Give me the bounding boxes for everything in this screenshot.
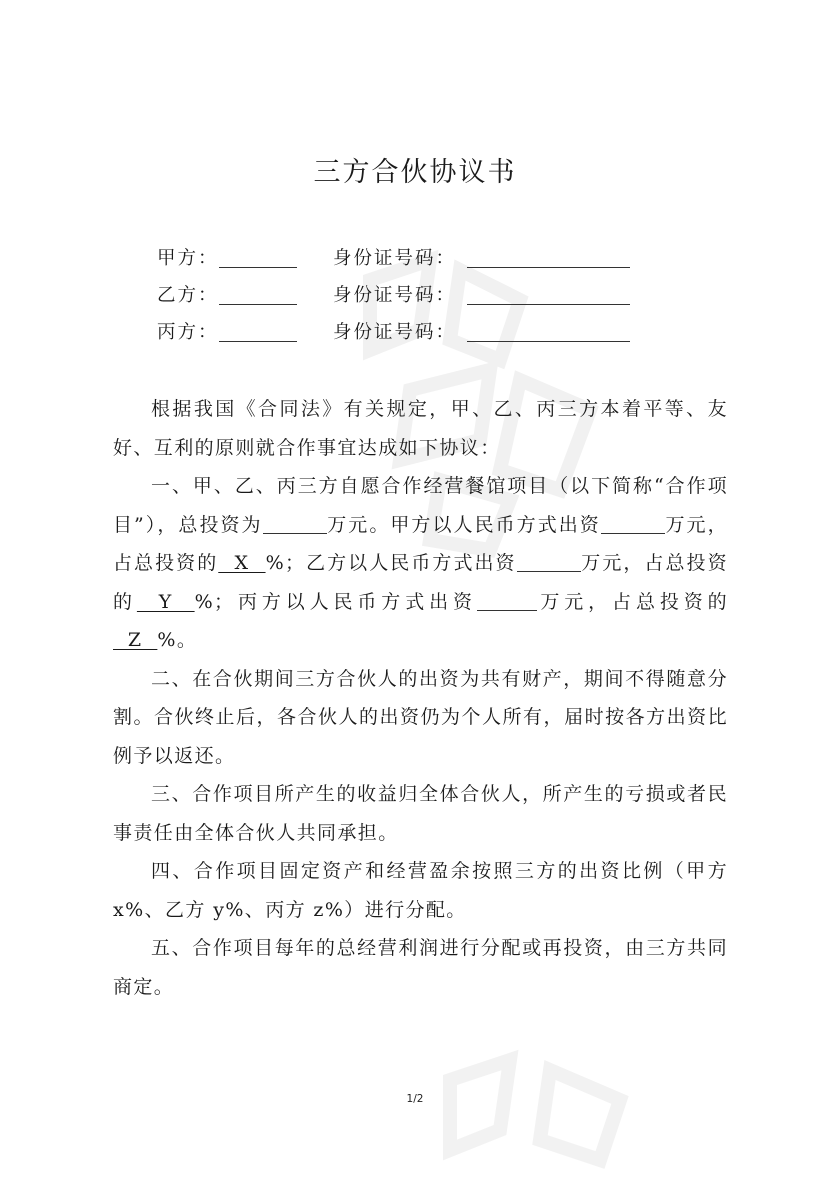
party-b-name-blank (219, 280, 297, 305)
clause-5-paragraph: 五、合作项目每年的总经营利润进行分配或再投资，由三方共同商定。 (113, 937, 728, 998)
page-number: 1/2 (406, 1093, 424, 1105)
clause-4-paragraph: 四、合作项目固定资产和经营盈余按照三方的出资比例（甲方 x%、乙方 y%、丙方 z%）进行分配。 (113, 860, 728, 921)
party-b-label: 乙方： (157, 285, 219, 306)
party-a-amount-blank (601, 511, 665, 534)
total-investment-blank (263, 511, 327, 534)
document-title: 三方合伙协议书 (313, 157, 517, 188)
intro-paragraph: 根据我国《合同法》有关规定，甲、乙、丙三方本着平等、友好、互利的原则就合作事宜达成如下协议： (113, 398, 728, 459)
clause-1-text-8: %。 (157, 629, 198, 651)
clause-1-text-6: %；丙方以人民币方式出资 (194, 590, 477, 613)
party-row-a (157, 240, 717, 277)
party-c-name-blank (219, 317, 297, 342)
party-c-percent-z: Z (113, 629, 158, 651)
clause-1-text-4: %；乙方以人民币方式出资 (265, 552, 517, 574)
party-b-id-blank (467, 280, 630, 305)
clause-3-paragraph: 三、合作项目所产生的收益归全体合伙人，所产生的亏损或者民事责任由全体合伙人共同承担。 (113, 783, 728, 844)
party-b-id-label: 身份证号码： (333, 285, 457, 306)
party-c-id-label: 身份证号码： (333, 322, 457, 343)
watermark-graphic-bottom (430, 1040, 670, 1180)
party-a-id-blank (467, 243, 630, 268)
party-a-name-blank (219, 243, 297, 268)
party-row-c (157, 314, 717, 351)
party-b-amount-blank (517, 549, 581, 572)
agreement-body (113, 390, 728, 1006)
clause-1-text-2: 万元。甲方以人民币方式出资 (326, 513, 601, 536)
party-a-label: 甲方： (157, 248, 219, 269)
clause-2-paragraph: 二、在合伙期间三方合伙人的出资为共有财产，期间不得随意分割。合伙终止后，各合伙人的出资仍为个人所有，届时按各方出资比例予以返还。 (113, 667, 728, 767)
party-info-block (157, 240, 717, 351)
party-a-percent-x: X (218, 552, 266, 574)
party-c-label: 丙方： (157, 322, 219, 343)
party-b-percent-y: Y (136, 590, 195, 613)
clause-1-paragraph (113, 467, 728, 660)
clause-1-text-3: 万元，占总投资的 (113, 513, 729, 574)
party-c-id-blank (467, 317, 630, 342)
party-a-id-label: 身份证号码： (333, 248, 457, 269)
party-c-amount-blank (477, 588, 537, 611)
clause-1-text-1: 一、甲、乙、丙三方自愿合作经营餐馆项目（以下简称“合作项目”），总投资为 (113, 475, 728, 536)
party-row-b (157, 277, 717, 314)
clause-1-text-5: 万元，占总投资的 (113, 552, 728, 613)
clause-1-text-7: 万元，占总投资的 (536, 590, 729, 613)
